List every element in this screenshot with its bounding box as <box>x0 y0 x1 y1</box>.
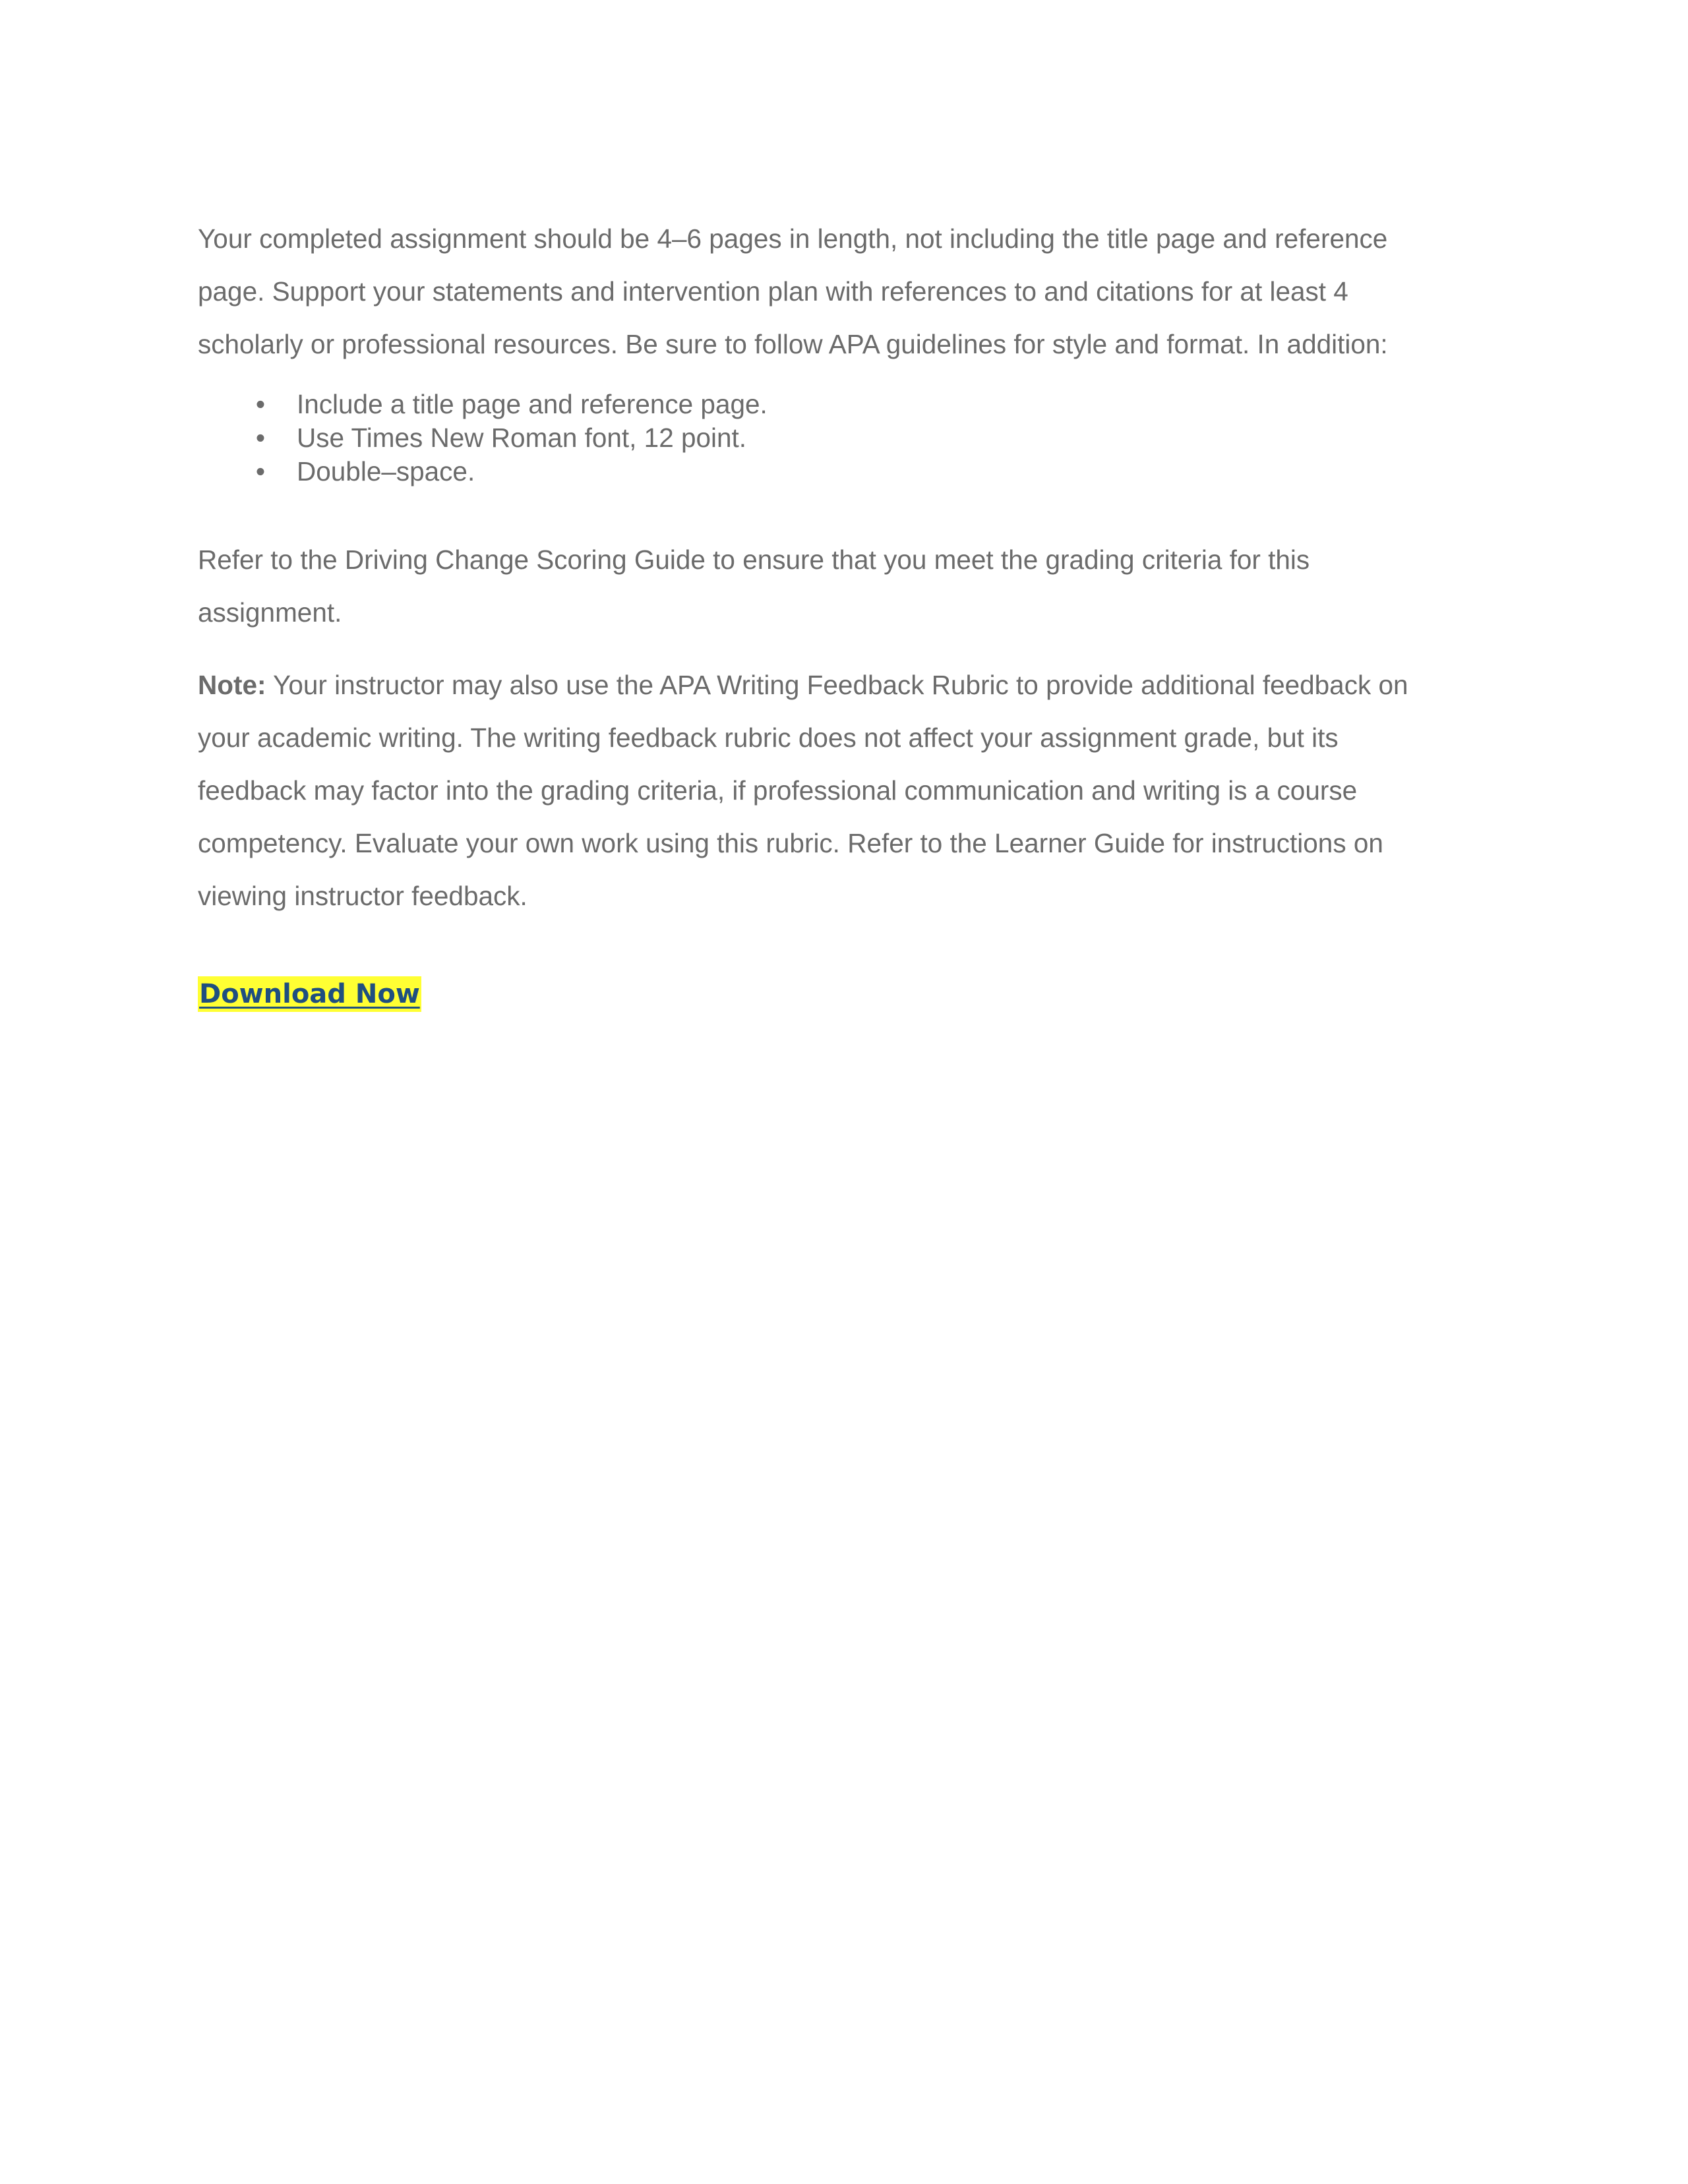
list-item <box>198 421 1490 455</box>
note-line: viewing instructor feedback. <box>198 881 528 911</box>
intro-line: scholarly or professional resources. Be sure to follow APA guidelines for style and format. In addition: <box>198 329 1388 359</box>
intro-paragraph <box>198 212 1490 370</box>
download-now-link[interactable]: Download Now <box>198 976 421 1012</box>
intro-line: page. Support your statements and intervention plan with references to and citations for at least 4 <box>198 276 1348 307</box>
bullet-icon: • <box>255 456 266 487</box>
note-line: competency. Evaluate your own work using this rubric. Refer to the Learner Guide for instructions on <box>198 828 1383 858</box>
intro-line: Your completed assignment should be 4–6 pages in length, not including the title page and reference <box>198 223 1388 254</box>
note-line: your academic writing. The writing feedback rubric does not affect your assignment grade, but its <box>198 723 1339 753</box>
bullet-icon: • <box>255 423 266 453</box>
note-line-text: Your instructor may also use the APA Writing Feedback Rubric to provide additional feedback on <box>266 670 1408 700</box>
scoring-guide-paragraph <box>198 533 1490 639</box>
list-item <box>198 455 1490 488</box>
bullet-icon: • <box>255 389 266 419</box>
refer-line: assignment. <box>198 597 342 628</box>
list-item-text: Include a title page and reference page. <box>297 389 768 419</box>
document-body <box>198 212 1490 1012</box>
list-item <box>198 388 1490 421</box>
list-item-text: Double–space. <box>297 456 475 487</box>
note-line: feedback may factor into the grading criteria, if professional communication and writing is a course <box>198 775 1358 806</box>
list-item-text: Use Times New Roman font, 12 point. <box>297 423 747 453</box>
note-line <box>198 659 1490 711</box>
note-label: Note: <box>198 670 266 700</box>
download-section <box>198 976 1490 1012</box>
note-paragraph <box>198 659 1490 922</box>
requirements-list <box>198 388 1490 488</box>
refer-line: Refer to the Driving Change Scoring Guide to ensure that you meet the grading criteria for this <box>198 545 1310 575</box>
